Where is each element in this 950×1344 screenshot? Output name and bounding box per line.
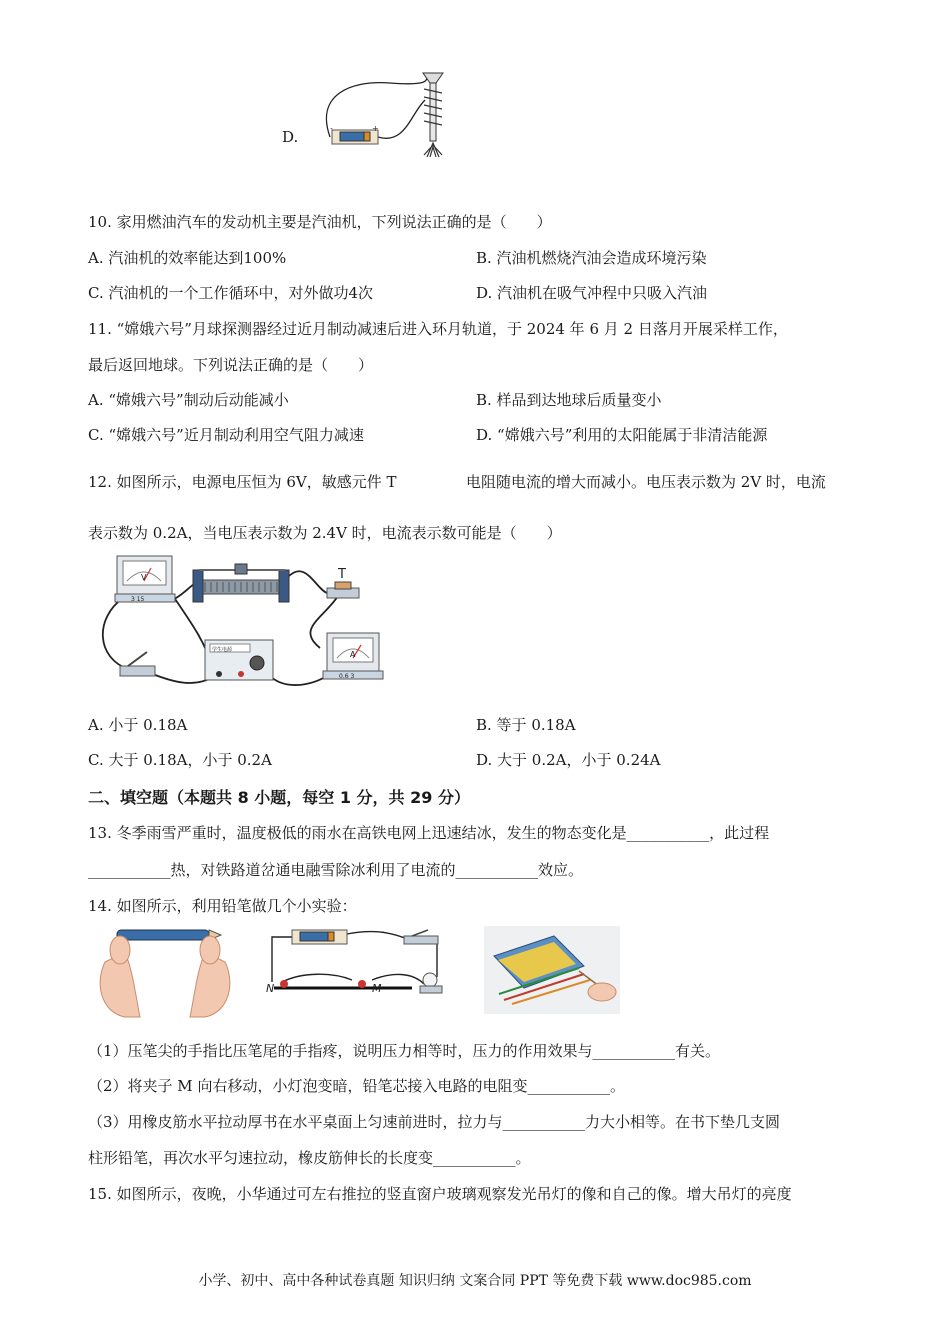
q11-stem-line2: 最后返回地球。下列说法正确的是（ ） [88, 356, 374, 374]
q11-option-a: A. “嫦娥六号”制动后动能减小 [88, 391, 289, 409]
svg-text:-: - [330, 124, 333, 133]
q12-option-d: D. 大于 0.2A，小于 0.24A [476, 751, 661, 769]
q12-element-t-label: T [338, 567, 346, 582]
q11-option-c: C. “嫦娥六号”近月制动利用空气阻力减速 [88, 426, 364, 444]
q15-line1: 15. 如图所示，夜晚，小华通过可左右推拉的竖直窗户玻璃观察发光吊灯的像和自己的像。增大吊灯的亮度 [88, 1185, 792, 1203]
q12-option-b: B. 等于 0.18A [476, 716, 576, 734]
q14-part1: （1）压笔尖的手指比压笔尾的手指疼，说明压力相等时，压力的作用效果与___________有关。 [88, 1042, 721, 1060]
q10-option-d: D. 汽油机在吸气冲程中只吸入汽油 [476, 284, 708, 302]
q14-pencil-lead-circuit-figure [262, 922, 452, 1002]
q14-part3-line2: 柱形铅笔，再次水平匀速拉动，橡皮筋伸长的长度变___________。 [88, 1149, 531, 1167]
q12-option-a: A. 小于 0.18A [88, 716, 188, 734]
section2-heading: 二、填空题（本题共 8 小题，每空 1 分，共 29 分） [88, 788, 470, 807]
q12-power-supply-label: 学生电源 [212, 647, 233, 653]
q9-electromagnet-figure [310, 65, 470, 175]
q14-fingers-pencil-figure [95, 922, 235, 1022]
q10-option-c: C. 汽油机的一个工作循环中，对外做功4次 [88, 284, 374, 302]
q12-stem-line1-a: 12. 如图所示，电源电压恒为 6V，敏感元件 T [88, 473, 397, 491]
q11-option-b: B. 样品到达地球后质量变小 [476, 391, 662, 409]
q14-stem: 14. 如图所示，利用铅笔做几个小实验： [88, 897, 357, 915]
svg-text:+: + [372, 124, 379, 133]
q11-stem-line1: 11. “嫦娥六号”月球探测器经过近月制动减速后进入环月轨道，于 2024 年 6 月 2 日落月开展采样工作， [88, 320, 788, 338]
q13-line1: 13. 冬季雨雪严重时，温度极低的雨水在高铁电网上迅速结冰，发生的物态变化是___________，此过程 [88, 824, 770, 842]
q13-line2: ___________热，对铁路道岔通电融雪除冰利用了电流的___________效应。 [88, 861, 584, 879]
q14-part2: （2）将夹子 M 向右移动，小灯泡变暗，铅笔芯接入电路的电阻变___________。 [88, 1077, 625, 1095]
q14-clip-m-label: M [372, 982, 382, 995]
q12-stem-line2: 表示数为 0.2A，当电压表示数为 2.4V 时，电流表示数可能是（ ） [88, 524, 562, 542]
q9-option-d-label: D. [282, 128, 299, 146]
q12-ammeter-label: A [350, 650, 356, 659]
q12-voltmeter-label: V [141, 573, 147, 582]
q12-stem-line1-b: 电阻随电流的增大而减小。电压表示数为 2V 时，电流 [466, 473, 826, 491]
page-footer: 小学、初中、高中各种试卷真题 知识归纳 文案合同 PPT 等免费下载 www.doc985.com [198, 1273, 752, 1289]
q12-option-c: C. 大于 0.18A，小于 0.2A [88, 751, 272, 769]
q14-part3-line1: （3）用橡皮筋水平拉动厚书在水平桌面上匀速前进时，拉力与___________力大小相等。在书下垫几支圆 [88, 1113, 781, 1131]
q10-stem: 10. 家用燃油汽车的发动机主要是汽油机，下列说法正确的是（ ） [88, 213, 552, 231]
q10-option-a: A. 汽油机的效率能达到100% [88, 249, 287, 267]
q12-voltmeter-scale: 3 15 [131, 596, 145, 603]
q10-option-b: B. 汽油机燃烧汽油会造成环境污染 [476, 249, 707, 267]
q11-option-d: D. “嫦娥六号”利用的太阳能属于非清洁能源 [476, 426, 768, 444]
q14-clip-n-label: N [266, 982, 275, 995]
q12-ammeter-scale: 0.6 3 [339, 673, 355, 680]
q12-circuit-figure [95, 548, 390, 693]
q14-book-rubber-band-photo [484, 926, 620, 1014]
